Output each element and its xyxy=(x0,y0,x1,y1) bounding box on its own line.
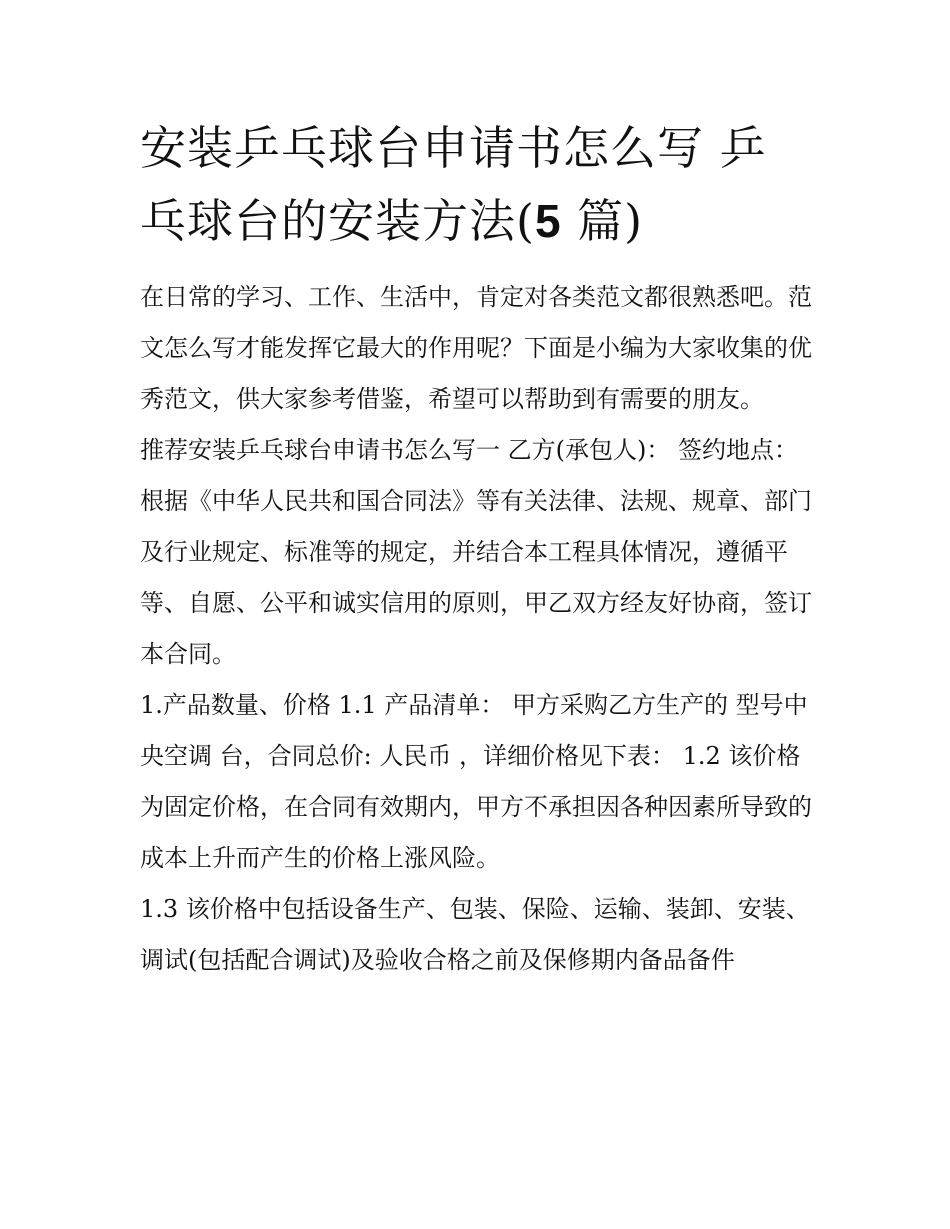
document-title xyxy=(140,112,812,258)
intro-paragraph: 在日常的学习、工作、生活中，肯定对各类范文都很熟悉吧。范文怎么写才能发挥它最大的作用呢？下面是小编为大家收集的优秀范文，供大家参考借鉴，希望可以帮助到有需要的朋友。 xyxy=(140,283,812,413)
price-inclusion-paragraph: 1.3 该价格中包括设备生产、包装、保险、运输、装卸、安装、调试(包括配合调试)及验收合格之前及保修期内备品备件 xyxy=(140,895,810,974)
recommendation-paragraph: 推荐安装乒乓球台申请书怎么写一 乙方(承包人)： 签约地点： xyxy=(140,436,798,464)
product-price-paragraph: 1.产品数量、价格 1.1 产品清单： 甲方采购乙方生产的 型号中央空调 台，合同总价: 人民币 ，详细价格见下表： 1.2 该价格为固定价格，在合同有效期内，甲方不承担因各种因素所导致的成本上升而产生的价格上涨风险。 xyxy=(140,691,812,872)
document-page xyxy=(140,112,812,986)
document-title-count: 5 xyxy=(534,195,562,247)
legal-basis-paragraph: 根据《中华人民共和国合同法》等有关法律、法规、规章、部门及行业规定、标准等的规定，并结合本工程具体情况，遵循平等、自愿、公平和诚实信用的原则，甲乙双方经友好协商，签订本合同。 xyxy=(140,487,812,668)
document-title-text: 安装乒乓球台申请书怎么写 乒乓球台的安装方法( xyxy=(140,121,767,248)
document-title-suffix: 篇) xyxy=(561,194,644,248)
